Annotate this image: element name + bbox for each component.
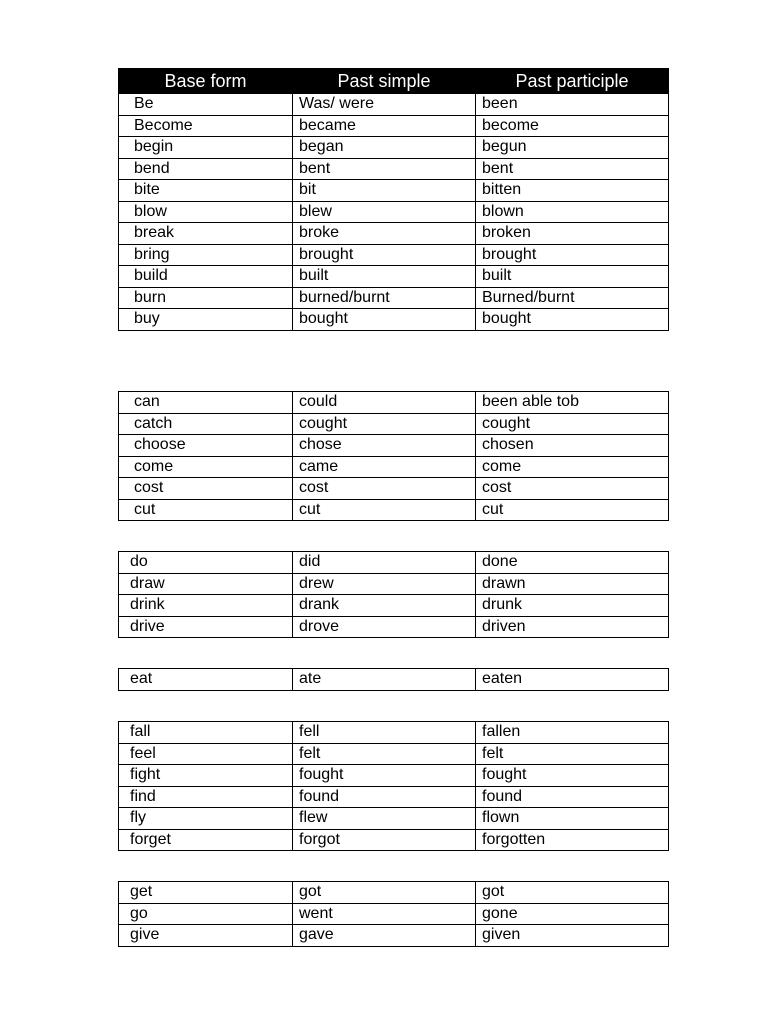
base-form-cell: drink (119, 595, 293, 617)
past-participle-cell: drawn (476, 573, 669, 595)
past-participle-cell: cought (476, 413, 669, 435)
past-simple-cell: fought (293, 765, 476, 787)
base-form-cell: fight (119, 765, 293, 787)
table-row (119, 765, 669, 787)
verb-table-d (118, 551, 669, 638)
base-form-cell: burn (119, 287, 293, 309)
base-form-cell: eat (119, 669, 293, 691)
table-row (119, 435, 669, 457)
base-form-cell: get (119, 882, 293, 904)
past-participle-cell: driven (476, 616, 669, 638)
past-participle-cell: bent (476, 158, 669, 180)
past-participle-cell: got (476, 882, 669, 904)
base-form-cell: cut (119, 499, 293, 521)
past-simple-cell: burned/burnt (293, 287, 476, 309)
table-row (119, 722, 669, 744)
table-row (119, 392, 669, 414)
base-form-cell: draw (119, 573, 293, 595)
base-form-cell: Become (119, 115, 293, 137)
past-simple-cell: Was/ were (293, 94, 476, 116)
past-simple-cell: blew (293, 201, 476, 223)
table-row (119, 573, 669, 595)
past-simple-cell: went (293, 903, 476, 925)
past-simple-cell: brought (293, 244, 476, 266)
base-form-cell: fall (119, 722, 293, 744)
header-past-participle: Past participle (476, 69, 669, 94)
past-participle-cell: fought (476, 765, 669, 787)
table-row (119, 94, 669, 116)
past-simple-cell: ate (293, 669, 476, 691)
base-form-cell: find (119, 786, 293, 808)
base-form-cell: bend (119, 158, 293, 180)
base-form-cell: choose (119, 435, 293, 457)
past-simple-cell: got (293, 882, 476, 904)
past-simple-cell: flew (293, 808, 476, 830)
base-form-cell: fly (119, 808, 293, 830)
past-simple-cell: came (293, 456, 476, 478)
past-simple-cell: began (293, 137, 476, 159)
past-simple-cell: forgot (293, 829, 476, 851)
past-participle-cell: begun (476, 137, 669, 159)
past-simple-cell: chose (293, 435, 476, 457)
past-simple-cell: drove (293, 616, 476, 638)
base-form-cell: blow (119, 201, 293, 223)
table-row (119, 743, 669, 765)
past-simple-cell: fell (293, 722, 476, 744)
past-participle-cell: eaten (476, 669, 669, 691)
past-simple-cell: could (293, 392, 476, 414)
table-row (119, 903, 669, 925)
base-form-cell: bring (119, 244, 293, 266)
past-participle-cell: forgotten (476, 829, 669, 851)
past-participle-cell: fallen (476, 722, 669, 744)
past-participle-cell: done (476, 552, 669, 574)
table-row (119, 309, 669, 331)
past-simple-cell: gave (293, 925, 476, 947)
past-simple-cell: felt (293, 743, 476, 765)
past-participle-cell: given (476, 925, 669, 947)
past-participle-cell: bitten (476, 180, 669, 202)
past-simple-cell: drank (293, 595, 476, 617)
past-participle-cell: bought (476, 309, 669, 331)
table-header-row (119, 69, 669, 94)
past-simple-cell: cought (293, 413, 476, 435)
past-simple-cell: broke (293, 223, 476, 245)
base-form-cell: begin (119, 137, 293, 159)
verb-table-b (118, 68, 669, 331)
table-row (119, 137, 669, 159)
table-row (119, 499, 669, 521)
past-simple-cell: drew (293, 573, 476, 595)
table-row (119, 925, 669, 947)
table-row (119, 552, 669, 574)
base-form-cell: cost (119, 478, 293, 500)
base-form-cell: bite (119, 180, 293, 202)
table-row (119, 669, 669, 691)
base-form-cell: forget (119, 829, 293, 851)
past-participle-cell: blown (476, 201, 669, 223)
past-participle-cell: chosen (476, 435, 669, 457)
past-participle-cell: flown (476, 808, 669, 830)
table-row (119, 829, 669, 851)
past-participle-cell: brought (476, 244, 669, 266)
past-participle-cell: broken (476, 223, 669, 245)
base-form-cell: give (119, 925, 293, 947)
table-row (119, 786, 669, 808)
table-row (119, 616, 669, 638)
verb-table-g (118, 881, 669, 947)
table-row (119, 595, 669, 617)
table-row (119, 201, 669, 223)
base-form-cell: break (119, 223, 293, 245)
base-form-cell: drive (119, 616, 293, 638)
header-base-form: Base form (119, 69, 293, 94)
base-form-cell: build (119, 266, 293, 288)
header-past-simple: Past simple (293, 69, 476, 94)
table-row (119, 266, 669, 288)
table-row (119, 223, 669, 245)
past-participle-cell: been able tob (476, 392, 669, 414)
base-form-cell: go (119, 903, 293, 925)
base-form-cell: buy (119, 309, 293, 331)
past-participle-cell: cost (476, 478, 669, 500)
table-row (119, 808, 669, 830)
table-row (119, 115, 669, 137)
table-row (119, 158, 669, 180)
table-row (119, 413, 669, 435)
verb-table-c (118, 391, 669, 521)
past-simple-cell: bent (293, 158, 476, 180)
table-row (119, 456, 669, 478)
past-simple-cell: cut (293, 499, 476, 521)
base-form-cell: Be (119, 94, 293, 116)
past-simple-cell: built (293, 266, 476, 288)
base-form-cell: do (119, 552, 293, 574)
past-simple-cell: cost (293, 478, 476, 500)
past-participle-cell: cut (476, 499, 669, 521)
past-participle-cell: been (476, 94, 669, 116)
past-participle-cell: Burned/burnt (476, 287, 669, 309)
past-participle-cell: found (476, 786, 669, 808)
base-form-cell: feel (119, 743, 293, 765)
base-form-cell: come (119, 456, 293, 478)
base-form-cell: catch (119, 413, 293, 435)
past-simple-cell: bought (293, 309, 476, 331)
past-simple-cell: found (293, 786, 476, 808)
table-row (119, 244, 669, 266)
past-simple-cell: became (293, 115, 476, 137)
past-participle-cell: built (476, 266, 669, 288)
table-row (119, 287, 669, 309)
past-participle-cell: felt (476, 743, 669, 765)
verb-table-f (118, 721, 669, 851)
base-form-cell: can (119, 392, 293, 414)
past-participle-cell: drunk (476, 595, 669, 617)
past-simple-cell: bit (293, 180, 476, 202)
past-participle-cell: come (476, 456, 669, 478)
table-row (119, 478, 669, 500)
past-participle-cell: become (476, 115, 669, 137)
verb-table-e (118, 668, 669, 691)
past-participle-cell: gone (476, 903, 669, 925)
table-row (119, 180, 669, 202)
table-row (119, 882, 669, 904)
past-simple-cell: did (293, 552, 476, 574)
